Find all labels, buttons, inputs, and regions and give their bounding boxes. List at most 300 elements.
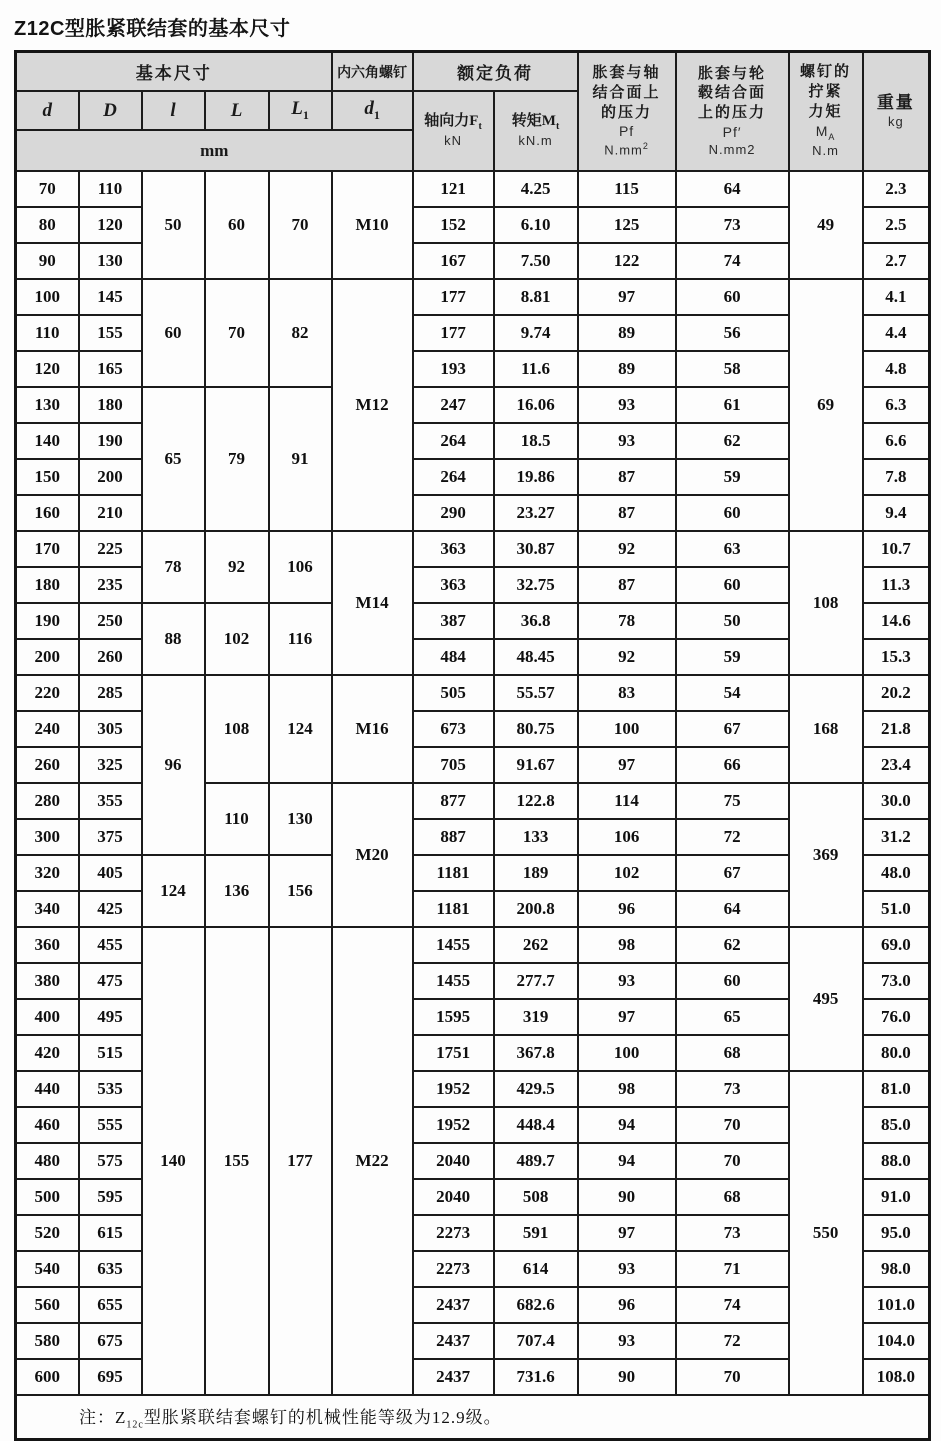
spec-cell: 83 [578, 675, 676, 711]
spec-cell: 290 [413, 495, 494, 531]
spec-cell: 96 [578, 891, 676, 927]
spec-cell: 429.5 [494, 1071, 578, 1107]
header-pressure-shaft: 胀套与轴 结合面上 的压力 Pf $N.mm^2$ [578, 52, 676, 172]
spec-cell: 9.74 [494, 315, 578, 351]
spec-cell: 78 [142, 531, 205, 603]
spec-cell: M16 [332, 675, 413, 783]
spec-cell: 23.27 [494, 495, 578, 531]
spec-cell: 64 [676, 171, 789, 207]
spec-cell: 2437 [413, 1323, 494, 1359]
spec-cell: 560 [16, 1287, 79, 1323]
spec-cell: 73.0 [863, 963, 930, 999]
spec-cell: 67 [676, 855, 789, 891]
spec-cell: 707.4 [494, 1323, 578, 1359]
spec-cell: 120 [79, 207, 142, 243]
spec-cell: 2437 [413, 1287, 494, 1323]
spec-cell: 682.6 [494, 1287, 578, 1323]
spec-cell: 115 [578, 171, 676, 207]
spec-cell: 70 [676, 1359, 789, 1395]
spec-cell: 705 [413, 747, 494, 783]
spec-cell: 177 [413, 315, 494, 351]
spec-cell: 97 [578, 747, 676, 783]
spec-cell: 1952 [413, 1071, 494, 1107]
spec-cell: 110 [205, 783, 269, 855]
spec-cell: 7.8 [863, 459, 930, 495]
header-tightening-torque: 螺钉的 拧紧 力矩 $M_A$ N.m [789, 52, 863, 172]
spec-cell: 7.50 [494, 243, 578, 279]
spec-cell: 73 [676, 1215, 789, 1251]
spec-cell: 50 [142, 171, 205, 279]
spec-cell: 240 [16, 711, 79, 747]
spec-cell: 65 [676, 999, 789, 1035]
spec-cell: 615 [79, 1215, 142, 1251]
spec-cell: 655 [79, 1287, 142, 1323]
spec-cell: 19.86 [494, 459, 578, 495]
spec-cell: 6.3 [863, 387, 930, 423]
spec-cell: 124 [142, 855, 205, 927]
spec-cell: 189 [494, 855, 578, 891]
spec-cell: 100 [16, 279, 79, 315]
spec-cell: 305 [79, 711, 142, 747]
spec-cell: 580 [16, 1323, 79, 1359]
spec-cell: 595 [79, 1179, 142, 1215]
spec-cell: 140 [142, 927, 205, 1395]
spec-cell: 2040 [413, 1179, 494, 1215]
spec-cell: 89 [578, 351, 676, 387]
header-unit-mm: mm [16, 130, 413, 171]
spec-cell: 70 [205, 279, 269, 387]
spec-cell: 177 [269, 927, 332, 1395]
table-row [16, 279, 930, 315]
spec-cell: 555 [79, 1107, 142, 1143]
spec-cell: 6.6 [863, 423, 930, 459]
header-weight: 重量 kg [863, 52, 930, 172]
spec-cell: 600 [16, 1359, 79, 1395]
spec-cell: 591 [494, 1215, 578, 1251]
spec-cell: 80 [16, 207, 79, 243]
spec-cell: 152 [413, 207, 494, 243]
spec-cell: 23.4 [863, 747, 930, 783]
spec-cell: 65 [142, 387, 205, 531]
spec-cell: 92 [578, 639, 676, 675]
spec-cell: 180 [79, 387, 142, 423]
spec-cell: 1455 [413, 963, 494, 999]
spec-cell: 66 [676, 747, 789, 783]
spec-cell: 100 [578, 1035, 676, 1071]
spec-cell: 150 [16, 459, 79, 495]
spec-cell: 369 [789, 783, 863, 927]
spec-cell: 520 [16, 1215, 79, 1251]
spec-cell: 505 [413, 675, 494, 711]
spec-cell: 98 [578, 1071, 676, 1107]
spec-cell: 30.87 [494, 531, 578, 567]
spec-cell: 360 [16, 927, 79, 963]
spec-cell: 87 [578, 567, 676, 603]
header-pressure-hub: 胀套与轮 毂结合面 上的压力 Pf′ N.mm2 [676, 52, 789, 172]
spec-cell: 90 [578, 1179, 676, 1215]
spec-cell: 887 [413, 819, 494, 855]
spec-cell: 116 [269, 603, 332, 675]
spec-cell: 130 [79, 243, 142, 279]
spec-cell: 56 [676, 315, 789, 351]
spec-cell: 635 [79, 1251, 142, 1287]
spec-cell: 675 [79, 1323, 142, 1359]
spec-cell: 124 [269, 675, 332, 783]
spec-cell: 155 [79, 315, 142, 351]
spec-cell: 264 [413, 459, 494, 495]
spec-cell: 98.0 [863, 1251, 930, 1287]
spec-cell: 300 [16, 819, 79, 855]
header-hex-screw: 内六角螺钉 [332, 52, 413, 92]
spec-cell: 540 [16, 1251, 79, 1287]
spec-cell: 1181 [413, 891, 494, 927]
spec-cell: 400 [16, 999, 79, 1035]
spec-cell: 125 [578, 207, 676, 243]
spec-cell: 4.4 [863, 315, 930, 351]
spec-cell: M22 [332, 927, 413, 1395]
spec-cell: 90 [578, 1359, 676, 1395]
spec-cell: 92 [205, 531, 269, 603]
spec-cell: 60 [676, 495, 789, 531]
spec-cell: 31.2 [863, 819, 930, 855]
spec-cell: 73 [676, 1071, 789, 1107]
spec-cell: 285 [79, 675, 142, 711]
spec-cell: 16.06 [494, 387, 578, 423]
spec-cell: 93 [578, 1323, 676, 1359]
spec-cell: 108 [789, 531, 863, 675]
spec-cell: 114 [578, 783, 676, 819]
spec-cell: 61 [676, 387, 789, 423]
spec-cell: 731.6 [494, 1359, 578, 1395]
spec-cell: 877 [413, 783, 494, 819]
spec-cell: 95.0 [863, 1215, 930, 1251]
spec-cell: 250 [79, 603, 142, 639]
spec-cell: 102 [578, 855, 676, 891]
spec-cell: 489.7 [494, 1143, 578, 1179]
spec-cell: 93 [578, 1251, 676, 1287]
spec-cell: 18.5 [494, 423, 578, 459]
spec-cell: 614 [494, 1251, 578, 1287]
spec-cell: 140 [16, 423, 79, 459]
spec-cell: 11.6 [494, 351, 578, 387]
header-col-d: d [16, 91, 79, 130]
spec-cell: 69.0 [863, 927, 930, 963]
spec-cell: 88 [142, 603, 205, 675]
spec-cell: 76.0 [863, 999, 930, 1035]
spec-cell: 48.0 [863, 855, 930, 891]
spec-cell: 59 [676, 639, 789, 675]
spec-cell: 387 [413, 603, 494, 639]
spec-cell: 101.0 [863, 1287, 930, 1323]
spec-cell: 62 [676, 423, 789, 459]
spec-cell: 2.3 [863, 171, 930, 207]
spec-cell: 247 [413, 387, 494, 423]
spec-cell: 68 [676, 1035, 789, 1071]
spec-cell: 550 [789, 1071, 863, 1395]
spec-cell: 167 [413, 243, 494, 279]
header-basic-dims: 基本尺寸 [16, 52, 332, 92]
header-col-l: l [142, 91, 205, 130]
spec-cell: 69 [789, 279, 863, 531]
spec-cell: 88.0 [863, 1143, 930, 1179]
spec-cell: 375 [79, 819, 142, 855]
spec-cell: 260 [16, 747, 79, 783]
spec-cell: 535 [79, 1071, 142, 1107]
spec-cell: 363 [413, 567, 494, 603]
spec-cell: 500 [16, 1179, 79, 1215]
spec-cell: 367.8 [494, 1035, 578, 1071]
spec-cell: 2.7 [863, 243, 930, 279]
spec-cell: M20 [332, 783, 413, 927]
spec-cell: 80.75 [494, 711, 578, 747]
spec-cell: 4.25 [494, 171, 578, 207]
header-axial-force: 轴向力$F_t$ kN [413, 91, 494, 171]
spec-cell: 70 [16, 171, 79, 207]
header-row-groups [16, 52, 930, 92]
spec-cell: 673 [413, 711, 494, 747]
spec-cell: 2273 [413, 1251, 494, 1287]
header-torque: 转矩$M_t$ kN.m [494, 91, 578, 171]
table-row [16, 171, 930, 207]
spec-cell: 380 [16, 963, 79, 999]
spec-cell: 695 [79, 1359, 142, 1395]
spec-table [14, 50, 931, 1441]
spec-cell: 130 [16, 387, 79, 423]
spec-cell: 277.7 [494, 963, 578, 999]
spec-cell: 220 [16, 675, 79, 711]
spec-cell: 106 [269, 531, 332, 603]
spec-cell: 60 [676, 963, 789, 999]
table-note: 注：$Z_{12c}$型胀紧联结套螺钉的机械性能等级为12.9级。 [16, 1395, 930, 1440]
spec-cell: 1595 [413, 999, 494, 1035]
spec-cell: 78 [578, 603, 676, 639]
spec-cell: 260 [79, 639, 142, 675]
spec-cell: 110 [79, 171, 142, 207]
spec-cell: 133 [494, 819, 578, 855]
spec-cell: 2040 [413, 1143, 494, 1179]
spec-cell: 74 [676, 1287, 789, 1323]
spec-cell: 74 [676, 243, 789, 279]
spec-cell: 64 [676, 891, 789, 927]
spec-cell: 122 [578, 243, 676, 279]
spec-cell: 70 [269, 171, 332, 279]
spec-cell: 58 [676, 351, 789, 387]
spec-cell: 515 [79, 1035, 142, 1071]
spec-cell: 10.7 [863, 531, 930, 567]
spec-cell: 55.57 [494, 675, 578, 711]
spec-cell: 93 [578, 387, 676, 423]
header-col-L: L [205, 91, 269, 130]
spec-cell: 1455 [413, 927, 494, 963]
spec-cell: 210 [79, 495, 142, 531]
spec-cell: 108 [205, 675, 269, 783]
spec-cell: 49 [789, 171, 863, 279]
spec-cell: 405 [79, 855, 142, 891]
spec-cell: 94 [578, 1143, 676, 1179]
spec-cell: 1181 [413, 855, 494, 891]
spec-cell: 120 [16, 351, 79, 387]
spec-cell: 73 [676, 207, 789, 243]
spec-cell: 575 [79, 1143, 142, 1179]
spec-cell: 177 [413, 279, 494, 315]
spec-cell: 97 [578, 279, 676, 315]
spec-cell: M14 [332, 531, 413, 675]
spec-cell: 155 [205, 927, 269, 1395]
spec-cell: 193 [413, 351, 494, 387]
spec-cell: 495 [789, 927, 863, 1071]
spec-cell: 2273 [413, 1215, 494, 1251]
spec-cell: 96 [578, 1287, 676, 1323]
spec-cell: 420 [16, 1035, 79, 1071]
spec-cell: 72 [676, 819, 789, 855]
spec-cell: 190 [79, 423, 142, 459]
header-col-d1: $d_1$ [332, 91, 413, 130]
spec-cell: 60 [205, 171, 269, 279]
spec-cell: 36.8 [494, 603, 578, 639]
spec-cell: 8.81 [494, 279, 578, 315]
spec-cell: 2.5 [863, 207, 930, 243]
spec-cell: 75 [676, 783, 789, 819]
spec-cell: 475 [79, 963, 142, 999]
spec-cell: 87 [578, 459, 676, 495]
spec-cell: 62 [676, 927, 789, 963]
spec-cell: 106 [578, 819, 676, 855]
spec-cell: 425 [79, 891, 142, 927]
spec-cell: 67 [676, 711, 789, 747]
spec-cell: 340 [16, 891, 79, 927]
spec-cell: 63 [676, 531, 789, 567]
spec-cell: 180 [16, 567, 79, 603]
spec-cell: 495 [79, 999, 142, 1035]
spec-cell: 20.2 [863, 675, 930, 711]
spec-cell: M10 [332, 171, 413, 279]
spec-cell: 200 [79, 459, 142, 495]
spec-cell: 130 [269, 783, 332, 855]
spec-cell: 15.3 [863, 639, 930, 675]
spec-cell: 200.8 [494, 891, 578, 927]
spec-cell: 48.45 [494, 639, 578, 675]
spec-cell: 440 [16, 1071, 79, 1107]
spec-cell: 96 [142, 675, 205, 855]
note-row [16, 1395, 930, 1440]
spec-cell: 168 [789, 675, 863, 783]
spec-cell: 94 [578, 1107, 676, 1143]
spec-cell: 70 [676, 1143, 789, 1179]
spec-cell: 79 [205, 387, 269, 531]
spec-cell: 54 [676, 675, 789, 711]
spec-cell: 90 [16, 243, 79, 279]
page-title: Z12C型胀紧联结套的基本尺寸 [14, 18, 291, 40]
spec-cell: 21.8 [863, 711, 930, 747]
spec-cell: 70 [676, 1107, 789, 1143]
spec-cell: 92 [578, 531, 676, 567]
spec-cell: 80.0 [863, 1035, 930, 1071]
spec-cell: 363 [413, 531, 494, 567]
spec-cell: 72 [676, 1323, 789, 1359]
spec-table-footer [16, 1395, 930, 1440]
spec-cell: 448.4 [494, 1107, 578, 1143]
spec-cell: 59 [676, 459, 789, 495]
spec-cell: 81.0 [863, 1071, 930, 1107]
spec-cell: 320 [16, 855, 79, 891]
spec-cell: 71 [676, 1251, 789, 1287]
spec-cell: 136 [205, 855, 269, 927]
spec-cell: 156 [269, 855, 332, 927]
spec-cell: 89 [578, 315, 676, 351]
header-rated-load: 额定负荷 [413, 52, 578, 92]
spec-cell: 225 [79, 531, 142, 567]
table-row [16, 675, 930, 711]
spec-cell: 82 [269, 279, 332, 387]
spec-cell: 68 [676, 1179, 789, 1215]
spec-cell: 170 [16, 531, 79, 567]
spec-cell: 98 [578, 927, 676, 963]
spec-cell: 100 [578, 711, 676, 747]
spec-cell: 60 [142, 279, 205, 387]
spec-cell: 30.0 [863, 783, 930, 819]
spec-cell: 97 [578, 1215, 676, 1251]
spec-cell: 145 [79, 279, 142, 315]
spec-cell: 97 [578, 999, 676, 1035]
spec-cell: 93 [578, 963, 676, 999]
spec-cell: M12 [332, 279, 413, 531]
spec-cell: 480 [16, 1143, 79, 1179]
spec-cell: 91.67 [494, 747, 578, 783]
spec-cell: 2437 [413, 1359, 494, 1395]
spec-cell: 235 [79, 567, 142, 603]
spec-cell: 355 [79, 783, 142, 819]
spec-cell: 50 [676, 603, 789, 639]
spec-cell: 165 [79, 351, 142, 387]
spec-cell: 190 [16, 603, 79, 639]
spec-cell: 484 [413, 639, 494, 675]
spec-cell: 262 [494, 927, 578, 963]
header-col-L1: $L_1$ [269, 91, 332, 130]
spec-cell: 121 [413, 171, 494, 207]
spec-cell: 51.0 [863, 891, 930, 927]
spec-cell: 85.0 [863, 1107, 930, 1143]
spec-cell: 1952 [413, 1107, 494, 1143]
spec-cell: 110 [16, 315, 79, 351]
spec-cell: 91 [269, 387, 332, 531]
spec-cell: 1751 [413, 1035, 494, 1071]
spec-table-header [16, 52, 930, 172]
spec-cell: 9.4 [863, 495, 930, 531]
spec-cell: 460 [16, 1107, 79, 1143]
spec-cell: 102 [205, 603, 269, 675]
spec-cell: 87 [578, 495, 676, 531]
spec-cell: 104.0 [863, 1323, 930, 1359]
spec-cell: 264 [413, 423, 494, 459]
spec-cell: 6.10 [494, 207, 578, 243]
spec-table-body [16, 171, 930, 1395]
spec-cell: 319 [494, 999, 578, 1035]
spec-cell: 160 [16, 495, 79, 531]
spec-cell: 14.6 [863, 603, 930, 639]
spec-cell: 93 [578, 423, 676, 459]
table-row [16, 531, 930, 567]
spec-cell: 455 [79, 927, 142, 963]
spec-cell: 200 [16, 639, 79, 675]
spec-cell: 4.1 [863, 279, 930, 315]
spec-cell: 280 [16, 783, 79, 819]
spec-cell: 91.0 [863, 1179, 930, 1215]
spec-cell: 60 [676, 567, 789, 603]
spec-cell: 60 [676, 279, 789, 315]
spec-cell: 108.0 [863, 1359, 930, 1395]
header-col-D: D [79, 91, 142, 130]
spec-cell: 325 [79, 747, 142, 783]
